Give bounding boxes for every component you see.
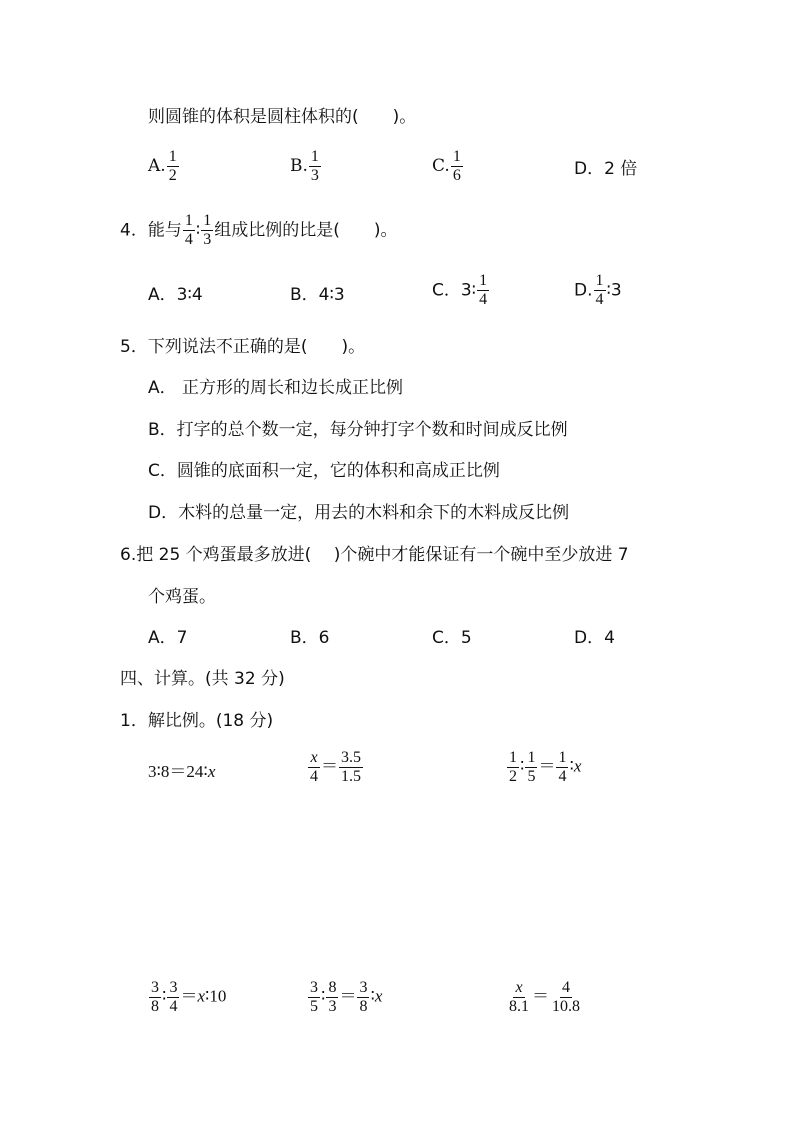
equation-5: $\frac{3}{5}$ ∶ $\frac{8}{3}$ ＝ $\frac{3}{8}$ ∶x	[310, 979, 383, 1015]
q6-stem-line1: 6.把 25 个鸡蛋最多放进( )个碗中才能保证有一个碗中至少放进 7	[120, 545, 629, 565]
q3-option-d[interactable]: D．2 倍	[574, 159, 638, 179]
fraction: $\frac{3.5}{1.5}$	[341, 749, 361, 785]
fraction: $\frac{1}{4}$	[558, 749, 567, 785]
q4-option-b[interactable]: B．4∶3	[290, 285, 345, 305]
q4-stem: 4．能与 $\frac{1}{4}$ ∶ $\frac{1}{3}$ 组成比例的比是( )。	[120, 212, 398, 248]
fraction: $\frac{8}{3}$	[328, 979, 337, 1015]
fraction: $\frac{1}{3}$	[310, 148, 319, 184]
fraction: $\frac{x}{4}$	[310, 749, 318, 785]
q3-option-c[interactable]	[432, 148, 464, 185]
q5-option-b[interactable]: B．打字的总个数一定，每分钟打字个数和时间成反比例	[148, 420, 568, 440]
fraction: $\frac{1}{3}$	[203, 212, 212, 248]
equation-4: $\frac{3}{8}$ ∶ $\frac{3}{4}$ ＝x∶10	[151, 979, 227, 1015]
fraction: $\frac{1}{4}$	[595, 272, 604, 308]
q6-stem-line2: 个鸡蛋。	[148, 587, 216, 607]
q5-option-c[interactable]: C．圆锥的底面积一定，它的体积和高成正比例	[148, 461, 500, 481]
fraction: $\frac{1}{2}$	[168, 148, 177, 184]
fraction: $\frac{1}{2}$	[509, 749, 517, 785]
equation-2: $\frac{x}{4}$ ＝ $\frac{3.5}{1.5}$	[310, 749, 361, 785]
q3-option-c-label: C.	[432, 156, 450, 176]
q6-option-a[interactable]: A．7	[148, 628, 188, 648]
equation-6: $\frac{x}{8.1}$ ＝ $\frac{4}{10.8}$	[509, 979, 580, 1015]
fraction: $\frac{4}{10.8}$	[552, 979, 580, 1015]
q3-stem-tail: 则圆锥的体积是圆柱体积的( )。	[148, 107, 417, 127]
fraction: $\frac{3}{4}$	[169, 979, 178, 1015]
fraction: $\frac{1}{6}$	[452, 148, 461, 184]
q4-option-c[interactable]: C．3∶ $\frac{1}{4}$	[432, 272, 488, 308]
fraction: $\frac{3}{8}$	[151, 979, 159, 1015]
fraction: $\frac{x}{8.1}$	[509, 979, 529, 1015]
q5-stem: 5．下列说法不正确的是( )。	[120, 337, 366, 357]
section-title: 四、计算。(共 32 分)	[120, 669, 285, 689]
q6-option-d[interactable]: D．4	[574, 628, 615, 648]
q3-option-a[interactable]	[148, 148, 180, 185]
q4-option-d[interactable]: D. $\frac{1}{4}$ ∶3	[574, 272, 622, 308]
fraction: $\frac{1}{4}$	[184, 212, 193, 248]
q3-option-a-label: A.	[148, 156, 166, 176]
q3-option-b[interactable]	[290, 148, 322, 185]
q4-option-a[interactable]: A．3∶4	[148, 285, 203, 305]
fraction: $\frac{1}{5}$	[527, 749, 536, 785]
q5-option-a[interactable]: A． 正方形的周长和边长成正比例	[148, 378, 404, 398]
fraction: $\frac{3}{5}$	[310, 979, 318, 1015]
q3-option-b-label: B.	[290, 156, 308, 176]
equation-3: $\frac{1}{2}$ ∶ $\frac{1}{5}$ ＝ $\frac{1}{4}$ ∶x	[509, 749, 582, 785]
fraction: $\frac{1}{4}$	[479, 272, 488, 308]
q5-option-d[interactable]: D．木料的总量一定，用去的木料和余下的木料成反比例	[148, 503, 570, 523]
equation-1: 3∶8＝24∶x	[148, 762, 216, 781]
subsection-title: 1．解比例。(18 分)	[120, 711, 274, 731]
fraction: $\frac{3}{8}$	[359, 979, 368, 1015]
q6-option-c[interactable]: C．5	[432, 628, 472, 648]
q6-option-b[interactable]: B．6	[290, 628, 330, 648]
